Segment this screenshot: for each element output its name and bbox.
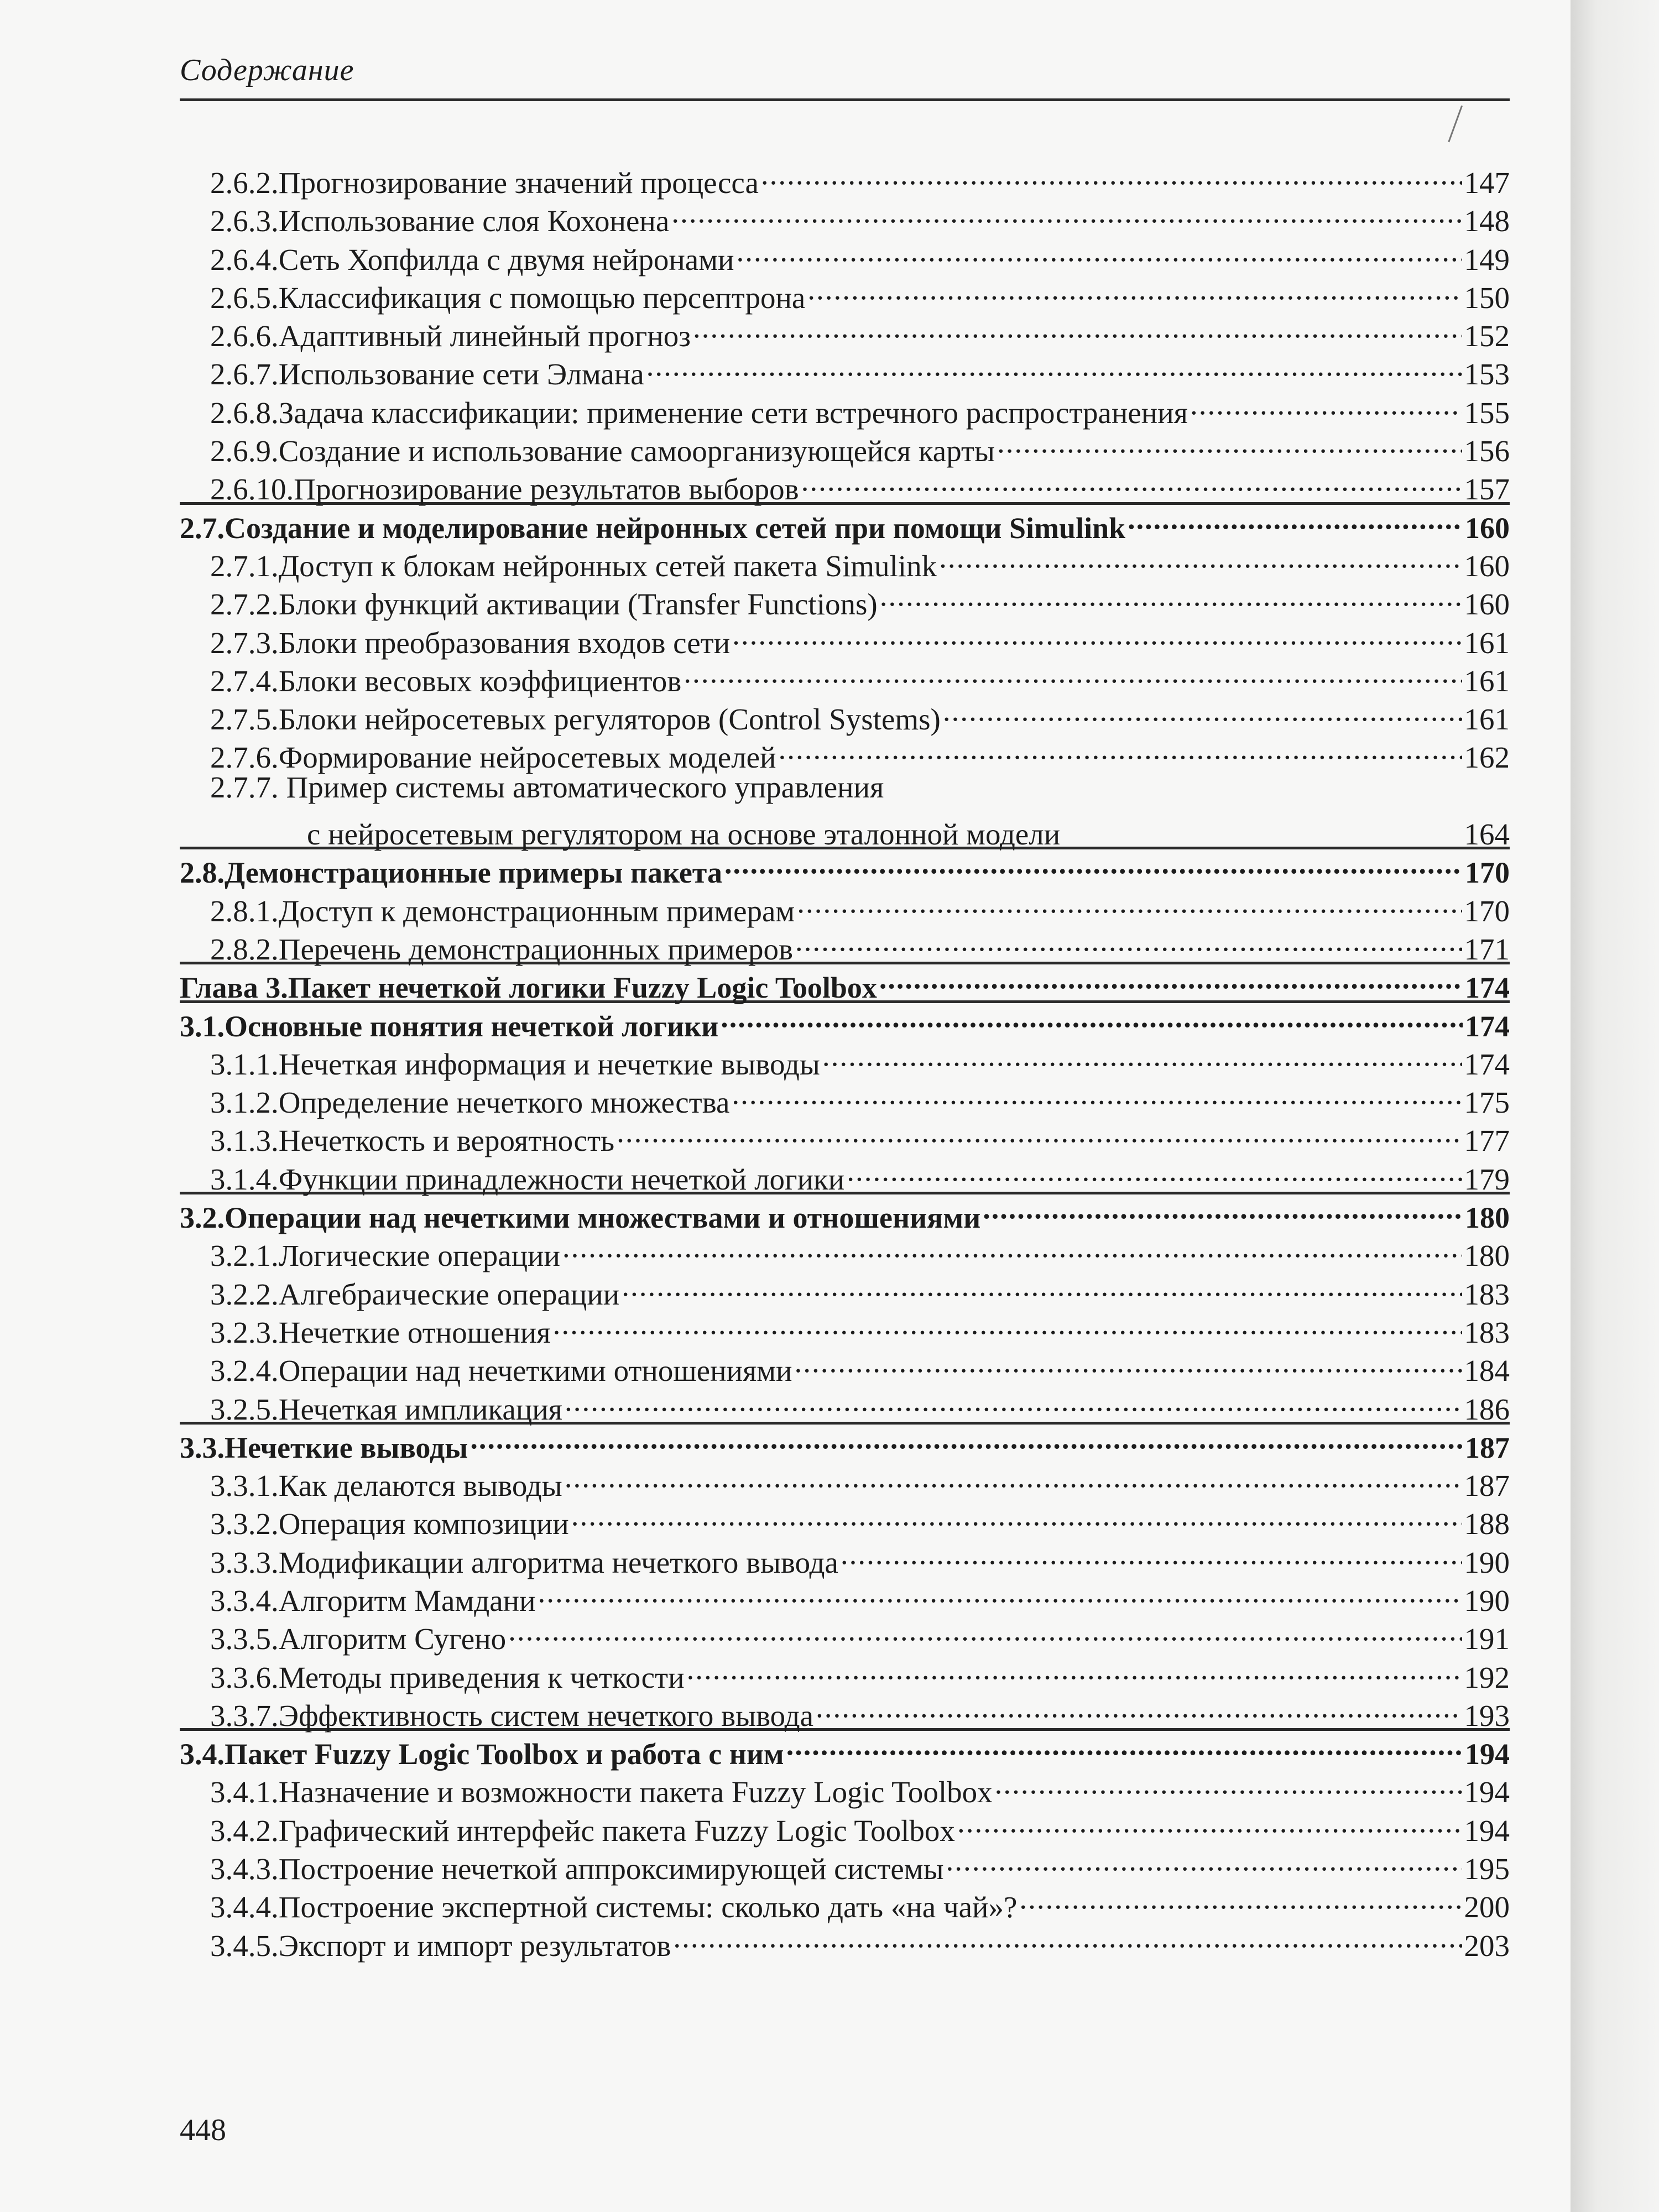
toc-entry-title-line1 [180, 768, 1510, 806]
toc-entry-title: Графический интерфейс пакета Fuzzy Logic Toolbox [278, 1813, 955, 1848]
toc-entry-title: Демонстрационные примеры пакета [225, 856, 722, 890]
dot-leader [822, 1036, 1462, 1074]
toc-entry-page: 175 [1464, 1086, 1510, 1120]
pencil-mark [1448, 106, 1465, 144]
toc-entry-number: 3.3. [180, 1431, 225, 1464]
toc-entry-page: 161 [1464, 702, 1510, 737]
toc-entry-number: 3.4.5. [210, 1928, 279, 1963]
toc-entry-page: 150 [1464, 280, 1510, 315]
toc-entry-title: Алгоритм Сугено [278, 1622, 507, 1656]
toc-entry-page: 203 [1464, 1928, 1510, 1963]
dot-leader [795, 921, 1462, 959]
toc-entry-page: 157 [1464, 472, 1510, 507]
toc-entry-page: 170 [1464, 894, 1510, 928]
toc-entry-number: 2.7.3. [210, 625, 279, 660]
toc-entry-number: 3.1.2. [210, 1086, 279, 1120]
dot-leader [1128, 500, 1463, 538]
dot-leader [565, 1381, 1462, 1420]
toc-entry-number: 3.1. [180, 1009, 225, 1043]
dot-leader [553, 1305, 1462, 1343]
dot-leader [841, 1535, 1462, 1573]
toc-entry-page: 200 [1464, 1890, 1510, 1924]
dot-leader [562, 1228, 1462, 1266]
toc-entry-title: Нечеткие выводы [225, 1431, 468, 1464]
toc-entry-page: 190 [1464, 1545, 1510, 1579]
dot-leader [736, 232, 1462, 270]
dot-leader [693, 308, 1462, 346]
toc-entry-title: Нечеткость и вероятность [278, 1124, 615, 1158]
toc-entry-page: 194 [1464, 1813, 1510, 1848]
dot-leader [761, 155, 1462, 193]
toc-entry-title: Определение нечеткого множества [278, 1086, 730, 1120]
dot-leader [957, 1803, 1462, 1841]
dot-leader [946, 1841, 1462, 1879]
dot-leader [538, 1573, 1462, 1611]
toc-entry-title: Операции над нечеткими отношениями [278, 1354, 792, 1388]
toc-entry-page: 153 [1464, 357, 1510, 392]
toc-entry-title: Сеть Хопфилда с двумя нейронами [278, 242, 734, 276]
toc-entry-number: 2.6.9. [210, 434, 279, 468]
toc-entry-page: 148 [1464, 204, 1510, 238]
toc-entry-number: 2.6.8. [210, 395, 279, 430]
toc-entry-title: Нечеткая импликация [278, 1392, 562, 1426]
toc-entry-number: 2.6.4. [210, 242, 279, 276]
dot-leader [797, 883, 1462, 921]
toc-entry-number: 3.1.4. [210, 1162, 279, 1196]
toc-entry-title: Задача классификации: применение сети встречного распространения [278, 395, 1188, 430]
toc-entry-number: 3.2.1. [210, 1239, 279, 1273]
toc-entry-page: 183 [1464, 1277, 1510, 1311]
toc-entry-number: 3.2. [180, 1201, 225, 1235]
toc-entry-page: 164 [1464, 817, 1510, 852]
toc-entry-page: 194 [1464, 1775, 1510, 1809]
toc-entry-number: 3.2.3. [210, 1315, 279, 1349]
toc-entry-number: 2.6.10. [210, 472, 294, 507]
toc-entry-title: Логические операции [278, 1239, 560, 1273]
toc-entry-page: 162 [1464, 740, 1510, 775]
toc-entry-title: Нечеткая информация и нечеткие выводы [278, 1047, 820, 1081]
dot-leader [943, 691, 1462, 729]
dot-leader [816, 1688, 1462, 1726]
dot-leader [617, 1113, 1462, 1151]
toc-entry-page: 194 [1465, 1738, 1510, 1771]
dot-leader [684, 653, 1462, 691]
toc-entry-number: 2.7.4. [210, 664, 279, 698]
toc-entry-page: 174 [1465, 971, 1510, 1005]
toc-entry-number: 2.6.7. [210, 357, 279, 392]
toc-entry-page: 193 [1464, 1698, 1510, 1733]
toc-entry-number: 3.2.5. [210, 1392, 279, 1426]
toc-entry-title: Блоки нейросетевых регуляторов (Control Systems) [278, 702, 941, 737]
toc-entry-number: 3.1.3. [210, 1124, 279, 1158]
toc-entry-number: 2.8. [180, 856, 225, 890]
toc-entry-page: 188 [1464, 1507, 1510, 1541]
toc-entry-title: Функции принадлежности нечеткой логики [278, 1162, 845, 1196]
header-rule [180, 98, 1510, 101]
toc-entry-number: 3.3.4. [210, 1583, 279, 1618]
toc-entry-title: Алгоритм Мамдани [278, 1583, 536, 1618]
page-number: 448 [180, 2113, 226, 2147]
toc-entry-page: 160 [1464, 587, 1510, 622]
dot-leader [847, 1151, 1462, 1190]
toc-entry-page: 184 [1464, 1354, 1510, 1388]
toc-entry-title: Построение нечеткой аппроксимирующей системы [278, 1852, 944, 1886]
dot-leader [880, 576, 1462, 614]
dot-leader [995, 1764, 1462, 1802]
toc-entry-page: 174 [1464, 1047, 1510, 1081]
toc-entry-page: 180 [1465, 1201, 1510, 1235]
toc-entry-title: Назначение и возможности пакета Fuzzy Logic Toolbox [278, 1775, 993, 1809]
toc-entry-title: Формирование нейросетевых моделей [278, 740, 776, 775]
toc-entry-title: Алгебраические операции [278, 1277, 620, 1311]
dot-leader [732, 1074, 1462, 1113]
toc-entry-number: 3.4.2. [210, 1813, 279, 1848]
page-edge-shadow [1571, 0, 1659, 2212]
dot-leader [1190, 385, 1462, 423]
toc-entry-number: 2.6.3. [210, 204, 279, 238]
dot-leader [622, 1266, 1462, 1305]
toc-entry[interactable] [180, 155, 1510, 200]
toc-entry-title: Построение экспертной системы: сколько дать «на чай»? [278, 1890, 1018, 1924]
dot-leader [721, 998, 1463, 1036]
toc-entry-title: Создание и моделирование нейронных сетей при помощи Simulink [225, 511, 1126, 545]
toc-entry-number: 2.7.2. [210, 587, 279, 622]
toc-entry-number: 2.8.2. [210, 932, 279, 966]
toc-entry-page: 179 [1464, 1162, 1510, 1196]
toc-entry-page: 160 [1464, 549, 1510, 583]
toc-entry-title: Доступ к демонстрационным примерам [278, 894, 795, 928]
toc-entry-page: 195 [1464, 1852, 1510, 1886]
toc-entry-title: Адаптивный линейный прогноз [278, 319, 691, 353]
toc-entry-number: 3.4. [180, 1738, 225, 1771]
toc-entry-page: 152 [1464, 319, 1510, 353]
toc-entry-title: Блоки весовых коэффициентов [278, 664, 682, 698]
toc-entry-page: 174 [1465, 1009, 1510, 1043]
toc-entry-number: 3.3.2. [210, 1507, 279, 1541]
toc-entry-number: 2.7.6. [210, 740, 279, 775]
toc-entry-page: 187 [1464, 1469, 1510, 1503]
toc-entry-title: Прогнозирование результатов выборов [294, 472, 799, 507]
toc-entry-number: 3.4.1. [210, 1775, 279, 1809]
dot-leader [939, 538, 1462, 576]
dot-leader [470, 1420, 1463, 1458]
toc-entry-title: Пример системы автоматического управления [286, 770, 884, 804]
dot-leader [807, 270, 1462, 308]
dot-leader [983, 1190, 1463, 1228]
toc-entry-page: 156 [1464, 434, 1510, 468]
toc-entry-number: 2.7.1. [210, 549, 279, 583]
dot-leader [997, 423, 1462, 461]
toc-entry-number: Глава 3. [180, 971, 288, 1005]
dot-leader [879, 959, 1463, 998]
dot-leader [1062, 806, 1462, 844]
toc-entry-page: 177 [1464, 1124, 1510, 1158]
toc-entry-number: 3.3.1. [210, 1469, 279, 1503]
toc-entry-title: Классификация с помощью персептрона [278, 280, 806, 315]
toc-entry-title: Пакет Fuzzy Logic Toolbox и работа с ним [225, 1738, 784, 1771]
dot-leader [786, 1726, 1463, 1764]
toc-entry-number: 3.2.4. [210, 1354, 279, 1388]
toc-entry-title: Операция композиции [278, 1507, 569, 1541]
toc-entry-page: 160 [1465, 511, 1510, 545]
toc-entry-title: Доступ к блокам нейронных сетей пакета Simulink [278, 549, 937, 583]
toc-entry-page: 186 [1464, 1392, 1510, 1426]
toc-entry-number: 3.1.1. [210, 1047, 279, 1081]
toc-entry-page: 155 [1464, 395, 1510, 430]
toc-entry-number: 3.4.3. [210, 1852, 279, 1886]
toc-entry-title: Модификации алгоритма нечеткого вывода [278, 1545, 838, 1579]
toc-entry-page: 171 [1464, 932, 1510, 966]
toc-entry-page: 190 [1464, 1583, 1510, 1618]
toc-entry-title: Пакет нечеткой логики Fuzzy Logic Toolbox [288, 971, 877, 1005]
toc-entry-page: 161 [1464, 625, 1510, 660]
toc-entry-title: Операции над нечеткими множествами и отношениями [225, 1201, 981, 1235]
toc-entry-number: 3.3.3. [210, 1545, 279, 1579]
dot-leader [801, 461, 1462, 499]
toc-entry-number: 2.6.2. [210, 166, 279, 200]
toc-entry-page: 147 [1464, 166, 1510, 200]
toc-entry-title: Как делаются выводы [278, 1469, 562, 1503]
running-head: Содержание [180, 53, 354, 87]
toc-entry-title: Блоки преобразования входов сети [278, 625, 731, 660]
dot-leader [778, 729, 1462, 768]
toc-entry-page: 170 [1465, 856, 1510, 890]
table-of-contents [180, 155, 1510, 1963]
toc-entry-page: 161 [1464, 664, 1510, 698]
toc-entry-number: 3.4.4. [210, 1890, 279, 1924]
dot-leader [795, 1343, 1462, 1381]
toc-entry-title: Основные понятия нечеткой логики [225, 1009, 719, 1043]
dot-leader [571, 1496, 1462, 1534]
toc-entry-page: 191 [1464, 1622, 1510, 1656]
dot-leader [565, 1458, 1462, 1496]
toc-entry-title-cont: с нейросетевым регулятором на основе эталонной модели [307, 817, 1061, 852]
toc-entry-number: 2.7.7. [210, 770, 279, 804]
toc-entry-number: 2.7.5. [210, 702, 279, 737]
toc-entry-title: Блоки функций активации (Transfer Functions) [278, 587, 878, 622]
toc-entry-number: 2.8.1. [210, 894, 279, 928]
toc-entry-number: 2.6.6. [210, 319, 279, 353]
toc-entry-number: 3.2.2. [210, 1277, 279, 1311]
toc-entry-page: 180 [1464, 1239, 1510, 1273]
toc-entry-number: 3.3.7. [210, 1698, 279, 1733]
toc-entry-number: 3.3.6. [210, 1660, 279, 1694]
dot-leader [1019, 1879, 1462, 1917]
dot-leader [673, 1918, 1462, 1956]
toc-entry-number: 2.7. [180, 511, 225, 545]
toc-entry-title-line2 [180, 806, 1510, 852]
dot-leader [508, 1611, 1462, 1649]
toc-entry-title: Использование слоя Кохонена [278, 204, 670, 238]
toc-entry-page: 187 [1465, 1431, 1510, 1464]
toc-entry-title: Методы приведения к четкости [278, 1660, 685, 1694]
toc-entry-title: Перечень демонстрационных примеров [278, 932, 793, 966]
dot-leader [724, 844, 1463, 883]
toc-entry-wrapped[interactable] [180, 768, 1510, 852]
toc-entry-page: 183 [1464, 1315, 1510, 1349]
dot-leader [732, 615, 1462, 653]
toc-entry-title: Эффективность систем нечеткого вывода [278, 1698, 813, 1733]
toc-entry-title: Нечеткие отношения [278, 1315, 551, 1349]
toc-entry-page: 149 [1464, 242, 1510, 276]
toc-entry-title: Экспорт и импорт результатов [278, 1928, 671, 1963]
toc-entry-page: 192 [1464, 1660, 1510, 1694]
toc-entry-number: 2.6.5. [210, 280, 279, 315]
toc-entry-title: Прогнозирование значений процесса [278, 166, 759, 200]
dot-leader [687, 1650, 1462, 1688]
toc-entry-title: Создание и использование самоорганизующейся карты [278, 434, 995, 468]
toc-entry-title: Использование сети Элмана [278, 357, 644, 392]
toc-entry-number: 3.3.5. [210, 1622, 279, 1656]
dot-leader [671, 193, 1462, 231]
dot-leader [646, 346, 1462, 384]
